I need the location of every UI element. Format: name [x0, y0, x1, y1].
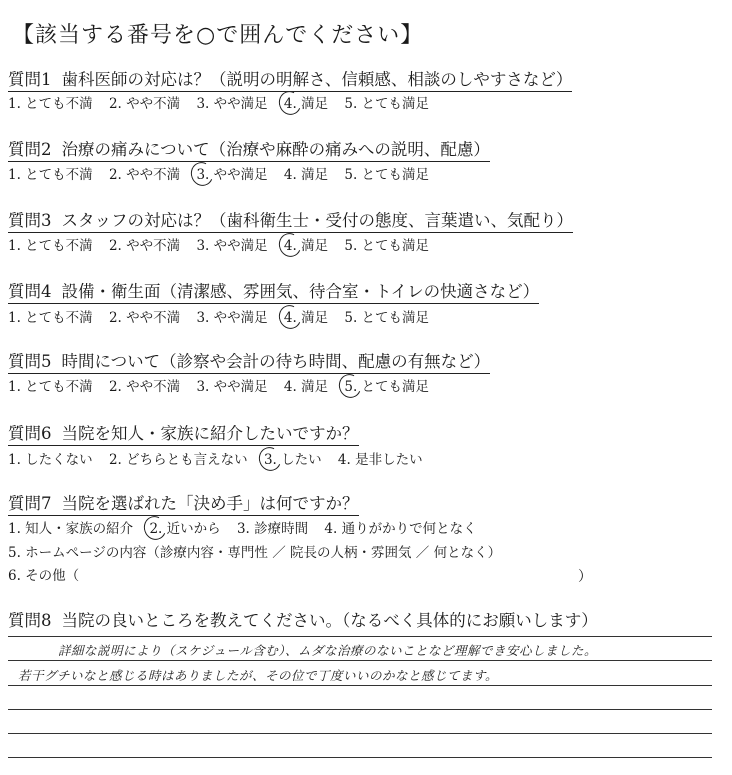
question-3-text: スタッフの対応は？（歯科衛生士・受付の態度、言葉遣い、気配り） [61, 211, 573, 230]
q6-option-1[interactable]: 1. したくない [8, 452, 93, 468]
q7-option-2-label: 2. 近いから [149, 521, 221, 537]
handwritten-answer-line-1: 詳細な説明により（スケジュール含む）、ムダな治療のないことなど理解でき安心しました。 [58, 643, 598, 658]
q7-option-2-circled[interactable] [149, 520, 220, 538]
question-6-title [8, 424, 359, 446]
question-5-number: 質問5 [8, 352, 52, 371]
question-1-text: 歯科医師の対応は？（説明の明解さ、信頼感、相談のしやすさなど） [61, 70, 573, 89]
instruction-heading: 【該当する番号を○で囲んでください】 [12, 23, 424, 48]
q3-option-4-label: 4. 満足 [283, 238, 329, 254]
question-5-options [8, 378, 441, 396]
answer-line-2 [8, 660, 712, 661]
q7-option-3[interactable]: 3. 診療時間 [236, 521, 309, 537]
q7-option-4[interactable]: 4. 通りがかりで何となく [324, 521, 477, 537]
question-2-text: 治療の痛みについて（治療や麻酔の痛みへの説明、配慮） [61, 140, 490, 159]
question-3-options [8, 237, 441, 255]
question-2-number: 質問2 [8, 140, 52, 159]
question-7-options-row1 [8, 520, 489, 538]
q3-option-2[interactable]: 2. やや不満 [108, 238, 181, 254]
q1-option-4-circled[interactable] [284, 95, 328, 113]
answer-line-3 [8, 685, 712, 686]
question-1-options [8, 95, 441, 113]
q1-option-2[interactable]: 2. やや不満 [108, 96, 181, 112]
answer-line-5 [8, 733, 712, 734]
q7-option-1[interactable]: 1. 知人・家族の紹介 [8, 521, 134, 537]
q2-option-3-circled[interactable] [196, 166, 267, 184]
q5-option-5-label: 5. とても満足 [344, 379, 430, 395]
question-3-number: 質問3 [8, 211, 52, 230]
q1-option-1[interactable]: 1. とても不満 [8, 96, 93, 112]
q7-option-6-close-paren: ） [578, 569, 592, 585]
question-4-options [8, 309, 441, 327]
question-4-text: 設備・衛生面（清潔感、雰囲気、待合室・トイレの快適さなど） [61, 282, 540, 301]
q1-option-5[interactable]: 5. とても満足 [344, 96, 430, 112]
q4-option-4-label: 4. 満足 [283, 310, 329, 326]
q3-option-1[interactable]: 1. とても不満 [8, 238, 93, 254]
q4-option-5[interactable]: 5. とても満足 [344, 310, 430, 326]
q5-option-5-circled[interactable] [344, 378, 429, 396]
answer-line-1 [8, 636, 712, 637]
q1-option-4-label: 4. 満足 [283, 96, 329, 112]
question-7-title [8, 494, 359, 516]
question-8-text: 当院の良いところを教えてください。（なるべく具体的にお願いします） [61, 611, 598, 630]
question-8-number: 質問8 [8, 611, 52, 630]
q3-option-4-circled[interactable] [284, 237, 328, 255]
question-7-text: 当院を選ばれた「決め手」は何ですか？ [61, 494, 359, 513]
question-5-title [8, 352, 490, 374]
q1-option-3[interactable]: 3. やや満足 [196, 96, 268, 112]
q3-option-5[interactable]: 5. とても満足 [344, 238, 430, 254]
q6-option-3-label: 3. したい [263, 452, 322, 468]
q5-option-4[interactable]: 4. 満足 [283, 379, 329, 395]
question-2-title [8, 140, 490, 162]
question-4-number: 質問4 [8, 282, 52, 301]
q5-option-2[interactable]: 2. やや不満 [108, 379, 181, 395]
question-6-text: 当院を知人・家族に紹介したいですか？ [61, 424, 359, 443]
q7-option-6[interactable]: 6. その他（ [8, 568, 80, 584]
q2-option-3-label: 3. やや満足 [196, 167, 268, 183]
question-2-options [8, 166, 441, 184]
q6-option-3-circled[interactable] [264, 451, 322, 469]
q6-option-4[interactable]: 4. 是非したい [337, 452, 423, 468]
question-7-number: 質問7 [8, 494, 52, 513]
answer-line-6 [8, 757, 712, 758]
q2-option-4[interactable]: 4. 満足 [283, 167, 329, 183]
answer-line-4 [8, 709, 712, 710]
question-6-number: 質問6 [8, 424, 52, 443]
q2-option-1[interactable]: 1. とても不満 [8, 167, 93, 183]
q6-option-2[interactable]: 2. どちらとも言えない [108, 452, 248, 468]
q2-option-5[interactable]: 5. とても満足 [344, 167, 430, 183]
question-4-title [8, 282, 539, 304]
q5-option-1[interactable]: 1. とても不満 [8, 379, 93, 395]
handwritten-answer-line-2: 若干グチいなと感じる時はありましたが、その位で丁度いいのかなと感じてます。 [18, 668, 499, 683]
question-1-title [8, 70, 572, 92]
q3-option-3[interactable]: 3. やや満足 [196, 238, 268, 254]
question-8-title [8, 611, 598, 632]
question-1-number: 質問1 [8, 70, 52, 89]
question-3-title [8, 211, 573, 233]
q7-option-5[interactable]: 5. ホームページの内容（診療内容・専門性 ／ 院長の人柄・雰囲気 ／ 何となく） [8, 545, 502, 561]
q4-option-2[interactable]: 2. やや不満 [108, 310, 181, 326]
q4-option-4-circled[interactable] [284, 309, 328, 327]
q4-option-1[interactable]: 1. とても不満 [8, 310, 93, 326]
question-5-text: 時間について（診察や会計の待ち時間、配慮の有無など） [61, 352, 491, 371]
question-6-options [8, 451, 435, 469]
q2-option-2[interactable]: 2. やや不満 [108, 167, 181, 183]
q4-option-3[interactable]: 3. やや満足 [196, 310, 268, 326]
q5-option-3[interactable]: 3. やや満足 [196, 379, 268, 395]
